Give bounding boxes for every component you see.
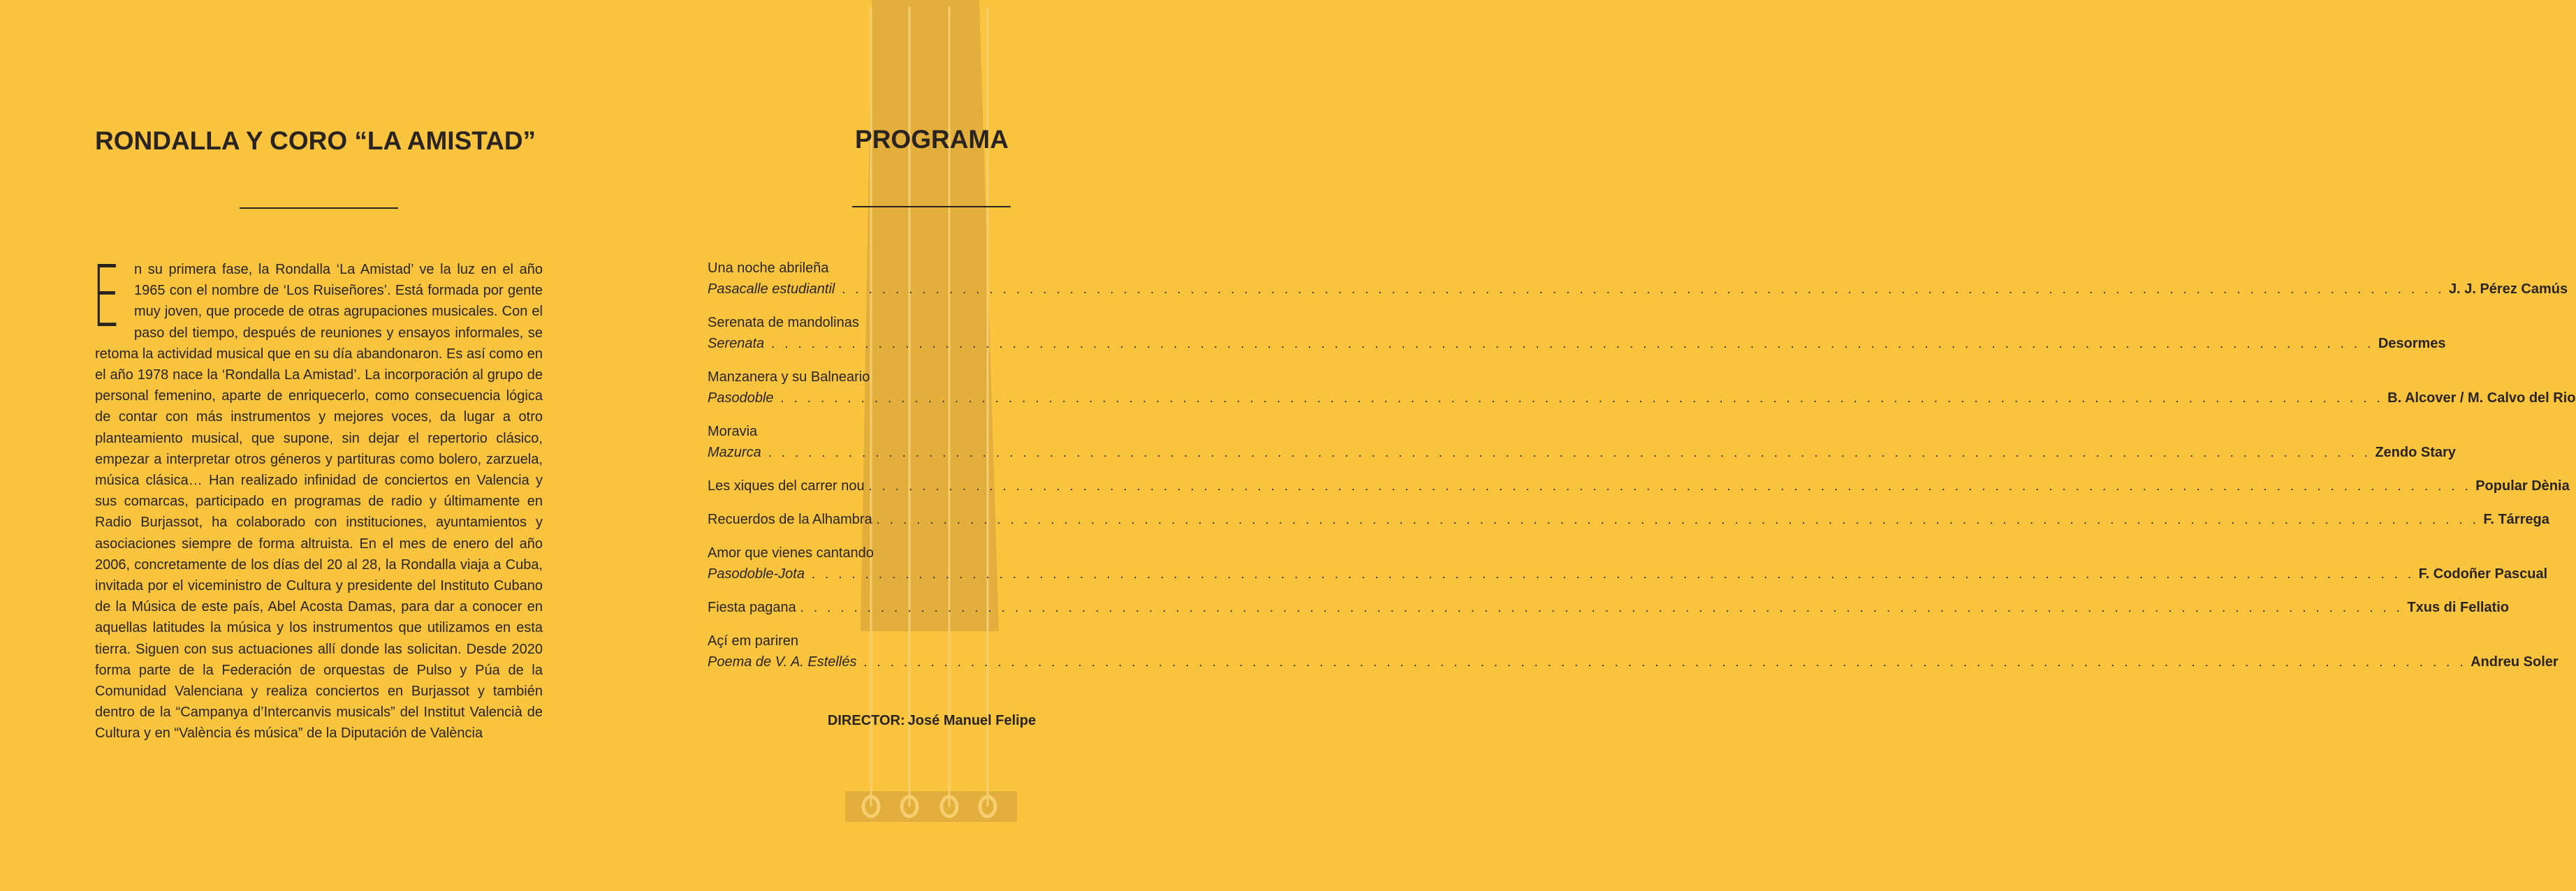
program-row [708, 564, 2548, 584]
dot-leader: . . . . . . . . . . . . . . . . . . . . . . . . . . . . . . . . . . . . . . . . . . . . . . . . . . . . . . . . . . . . . . . . . . . . . . . . . . . . . . . . . . . . . . . . . . . . . . . . . . . . . . . . . . . . . . . . . . . . . . . . [868, 479, 2472, 493]
piece-genre: Pasodoble-Jota [708, 566, 805, 582]
program-row [708, 333, 2446, 354]
program-item [708, 367, 2576, 408]
piece-composer: F. Codoñer Pascual [2418, 566, 2548, 582]
piece-title: Açí em pariren [708, 633, 799, 649]
dot-leader: . . . . . . . . . . . . . . . . . . . . . . . . . . . . . . . . . . . . . . . . . . . . . . . . . . . . . . . . . . . . . . . . . . . . . . . . . . . . . . . . . . . . . . . . . . . . . . . . . . . . . . . . . . . . . . . . . . . . . . . . [768, 446, 2371, 459]
piece-genre: Pasodoble [708, 390, 774, 406]
piece-genre: Poema de V. A. Estellés [708, 654, 857, 670]
piece-title: Manzanera y su Balneario [708, 369, 870, 385]
title-divider-left [240, 207, 398, 209]
dot-leader: . . . . . . . . . . . . . . . . . . . . . . . . . . . . . . . . . . . . . . . . . . . . . . . . . . . . . . . . . . . . . . . . . . . . . . . . . . . . . . . . . . . . . . . . . . . . . . . . . . . . . . . . . . . . . . . . . . . . . . . . [842, 282, 2445, 296]
piece-composer: Popular Dènia [2475, 478, 2570, 494]
history-body: n su primera fase, la Rondalla ‘La Amistad’ ve la luz en el año 1965 con el nombre de ‘Los Ruiseñores’. Está formada por gente muy joven, que procede de otras agrupaciones musicales. Con el paso del tiempo, después de reuniones y ensayos informales, se retoma la actividad musical que en su día abandonaron. Es así como en el año 1978 nace la ‘Rondalla La Amistad’. La incorporación al grupo de personal femenino, aparte de enriquecerlo, como consecuencia lógica de contar con más instrumentos y mejores voces, da lugar a otro planteamiento musical, que supone, sin dejar el repertorio clásico, empezar a interpretar otros géneros y partituras como bolero, zarzuela, música clásica… Han realizado infinidad de conciertos en Valencia y sus comarcas, participado en programas de radio y últimamente en Radio Burjassot, ha colaborado con instituciones, ayuntamientos y asociaciones siempre de forma altruista. En el mes de enero del año 2006, concretamente de los días del 20 al 28, la Rondalla viaja a Cuba, invitada por el viceministro de Cultura y presidente del Instituto Cubano de la Música de este país, Abel Acosta Damas, para dar a conocer en aquellas latitudes la música y los instrumentos que utilizamos en esta tierra. Siguen con sus actuaciones allí donde las solicitan. Desde 2020 forma parte de la Federación de orquestas de Pulso y Púa de la Comunidad Valenciana y realiza conciertos en Burjassot y también dentro de la “Campanya d’Intercanvis musicals” del Institut Valencià de Cultura y en “València és música” de la Diputación de València [95, 262, 543, 742]
piece-title: Les xiques del carrer nou [708, 478, 865, 494]
dot-leader: . . . . . . . . . . . . . . . . . . . . . . . . . . . . . . . . . . . . . . . . . . . . . . . . . . . . . . . . . . . . . . . . . . . . . . . . . . . . . . . . . . . . . . . . . . . . . . . . . . . . . . . . . . . . . . . . . . . . . . . . [863, 655, 2467, 669]
program-item [708, 543, 2548, 584]
program-list [708, 258, 2576, 685]
piece-title: Una noche abrileña [708, 260, 829, 276]
piece-title: Recuerdos de la Alhambra [708, 512, 872, 527]
piece-composer: Zendo Stary [2375, 445, 2456, 460]
piece-composer: B. Alcover / M. Calvo del Rio [2387, 390, 2576, 406]
program-item [708, 312, 2446, 354]
director-name: José Manuel Felipe [907, 713, 1037, 728]
dot-leader: . . . . . . . . . . . . . . . . . . . . . . . . . . . . . . . . . . . . . . . . . . . . . . . . . . . . . . . . . . . . . . . . . . . . . . . . . . . . . . . . . . . . . . . . . . . . . . . . . . . . . . . . . . . . . . . . . . . . . . . . [876, 513, 2480, 526]
piece-composer: Andreu Soler [2471, 654, 2559, 670]
program-item [708, 509, 2549, 530]
piece-composer: Txus di Fellatio [2407, 600, 2509, 615]
piece-genre: Pasacalle estudiantil [708, 281, 835, 297]
program-row [708, 442, 2456, 463]
program-row [708, 597, 2509, 618]
program-row [708, 388, 2576, 408]
program-row [708, 509, 2549, 530]
title-divider-right [852, 206, 1011, 207]
dot-leader: . . . . . . . . . . . . . . . . . . . . . . . . . . . . . . . . . . . . . . . . . . . . . . . . . . . . . . . . . . . . . . . . . . . . . . . . . . . . . . . . . . . . . . . . . . . . . . . . . . . . . . . . . . . . . . . . . . . . . . . . [800, 601, 2403, 614]
program-item [708, 258, 2568, 300]
piece-genre: Serenata [708, 336, 765, 351]
piece-title: Amor que vienes cantando [708, 545, 874, 561]
piece-composer: J. J. Pérez Camús [2448, 281, 2568, 297]
ensemble-title: RONDALLA Y CORO “LA AMISTAD” [95, 126, 536, 155]
program-item [708, 476, 2570, 496]
director-credit [757, 710, 1106, 731]
piece-composer: F. Tárrega [2483, 512, 2549, 527]
dot-leader: . . . . . . . . . . . . . . . . . . . . . . . . . . . . . . . . . . . . . . . . . . . . . . . . . . . . . . . . . . . . . . . . . . . . . . . . . . . . . . . . . . . . . . . . . . . . . . . . . . . . . . . . . . . . . . . . . . . . . . . . [780, 391, 2384, 405]
program-title: PROGRAMA [855, 125, 1009, 154]
piece-title: Moravia [708, 424, 758, 439]
program-item [708, 597, 2509, 618]
program-row [708, 476, 2570, 496]
dot-leader: . . . . . . . . . . . . . . . . . . . . . . . . . . . . . . . . . . . . . . . . . . . . . . . . . . . . . . . . . . . . . . . . . . . . . . . . . . . . . . . . . . . . . . . . . . . . . . . . . . . . . . . . . . . . . . . . . . . . . . . . [811, 567, 2415, 581]
dot-leader: . . . . . . . . . . . . . . . . . . . . . . . . . . . . . . . . . . . . . . . . . . . . . . . . . . . . . . . . . . . . . . . . . . . . . . . . . . . . . . . . . . . . . . . . . . . . . . . . . . . . . . . . . . . . . . . . . . . . . . . . [771, 337, 2374, 351]
drop-cap: E [92, 247, 121, 346]
piece-composer: Desormes [2378, 336, 2446, 351]
director-label: DIRECTOR: [827, 713, 905, 728]
program-row [708, 651, 2559, 672]
program-item [708, 631, 2559, 672]
piece-genre: Mazurca [708, 445, 761, 460]
program-row [708, 279, 2568, 300]
program-item [708, 421, 2456, 463]
ensemble-history-text [92, 247, 543, 744]
piece-title: Fiesta pagana [708, 600, 796, 615]
piece-title: Serenata de mandolinas [708, 315, 859, 330]
